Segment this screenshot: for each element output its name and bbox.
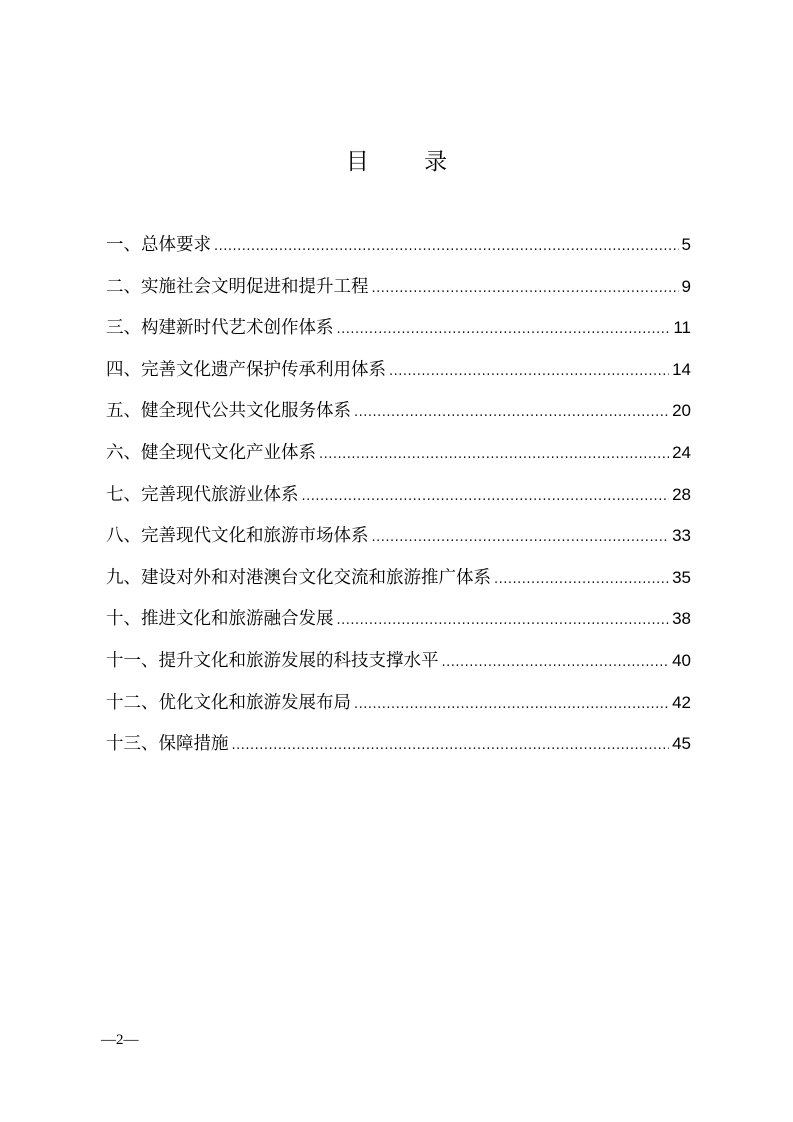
toc-entry-title: 七、完善现代旅游业体系 [106, 484, 299, 505]
dot-leader [302, 481, 670, 513]
dot-leader [389, 356, 669, 388]
toc-entry-page: 24 [672, 442, 691, 462]
toc-entry-title: 一、总体要求 [106, 235, 211, 255]
toc-entry [106, 395, 691, 437]
dot-leader [232, 730, 670, 762]
toc-entry-title: 十三、保障措施 [106, 734, 229, 755]
dot-leader [372, 522, 670, 554]
toc-entry-title: 三、构建新时代艺术创作体系 [106, 318, 334, 339]
toc-entry [106, 645, 691, 687]
dot-leader [214, 231, 679, 263]
toc-entry-title: 五、健全现代公共文化服务体系 [106, 401, 351, 422]
toc-entry-title: 八、完善现代文化和旅游市场体系 [106, 526, 369, 547]
toc-entry [106, 354, 691, 396]
toc-entry-page: 45 [672, 734, 691, 754]
dot-leader [494, 564, 669, 596]
dot-leader [337, 314, 671, 346]
toc-entry-page: 14 [672, 359, 691, 379]
toc-entry-title: 十一、提升文化和旅游发展的科技支撑水平 [106, 650, 439, 671]
toc-entry [106, 562, 691, 604]
dot-leader [354, 689, 669, 721]
dot-leader [354, 397, 669, 429]
toc-entry [106, 687, 691, 729]
toc-entry [106, 312, 691, 354]
toc-entry-title: 四、完善文化遗产保护传承利用体系 [106, 359, 386, 380]
toc-entry [106, 603, 691, 645]
toc-entry [106, 229, 691, 271]
dot-leader [319, 439, 669, 471]
toc-entry [106, 437, 691, 479]
toc-entry [106, 271, 691, 313]
toc-entry-page: 9 [681, 276, 691, 296]
table-of-contents [106, 229, 691, 770]
toc-entry [106, 728, 691, 770]
toc-entry-page: 11 [673, 318, 691, 338]
toc-entry-page: 20 [672, 401, 691, 421]
toc-entry-page: 42 [672, 692, 691, 712]
toc-entry-page: 38 [672, 609, 691, 629]
toc-entry-page: 35 [672, 567, 691, 587]
toc-entry-page: 40 [672, 650, 691, 670]
page-number: —2— [101, 1032, 139, 1048]
toc-entry [106, 520, 691, 562]
toc-entry-page: 5 [681, 235, 691, 254]
page-title: 目 录 [345, 149, 472, 175]
toc-entry-title: 六、健全现代文化产业体系 [106, 442, 316, 463]
dot-leader [442, 647, 670, 679]
toc-entry-page: 33 [672, 526, 691, 546]
toc-entry [106, 479, 691, 521]
dot-leader [337, 605, 670, 637]
toc-entry-title: 九、建设对外和对港澳台文化交流和旅游推广体系 [106, 567, 491, 588]
dot-leader [372, 273, 679, 305]
toc-entry-page: 28 [672, 484, 691, 504]
toc-entry-title: 十、推进文化和旅游融合发展 [106, 609, 334, 630]
toc-entry-title: 十二、优化文化和旅游发展布局 [106, 692, 351, 713]
toc-entry-title: 二、实施社会文明促进和提升工程 [106, 276, 369, 297]
